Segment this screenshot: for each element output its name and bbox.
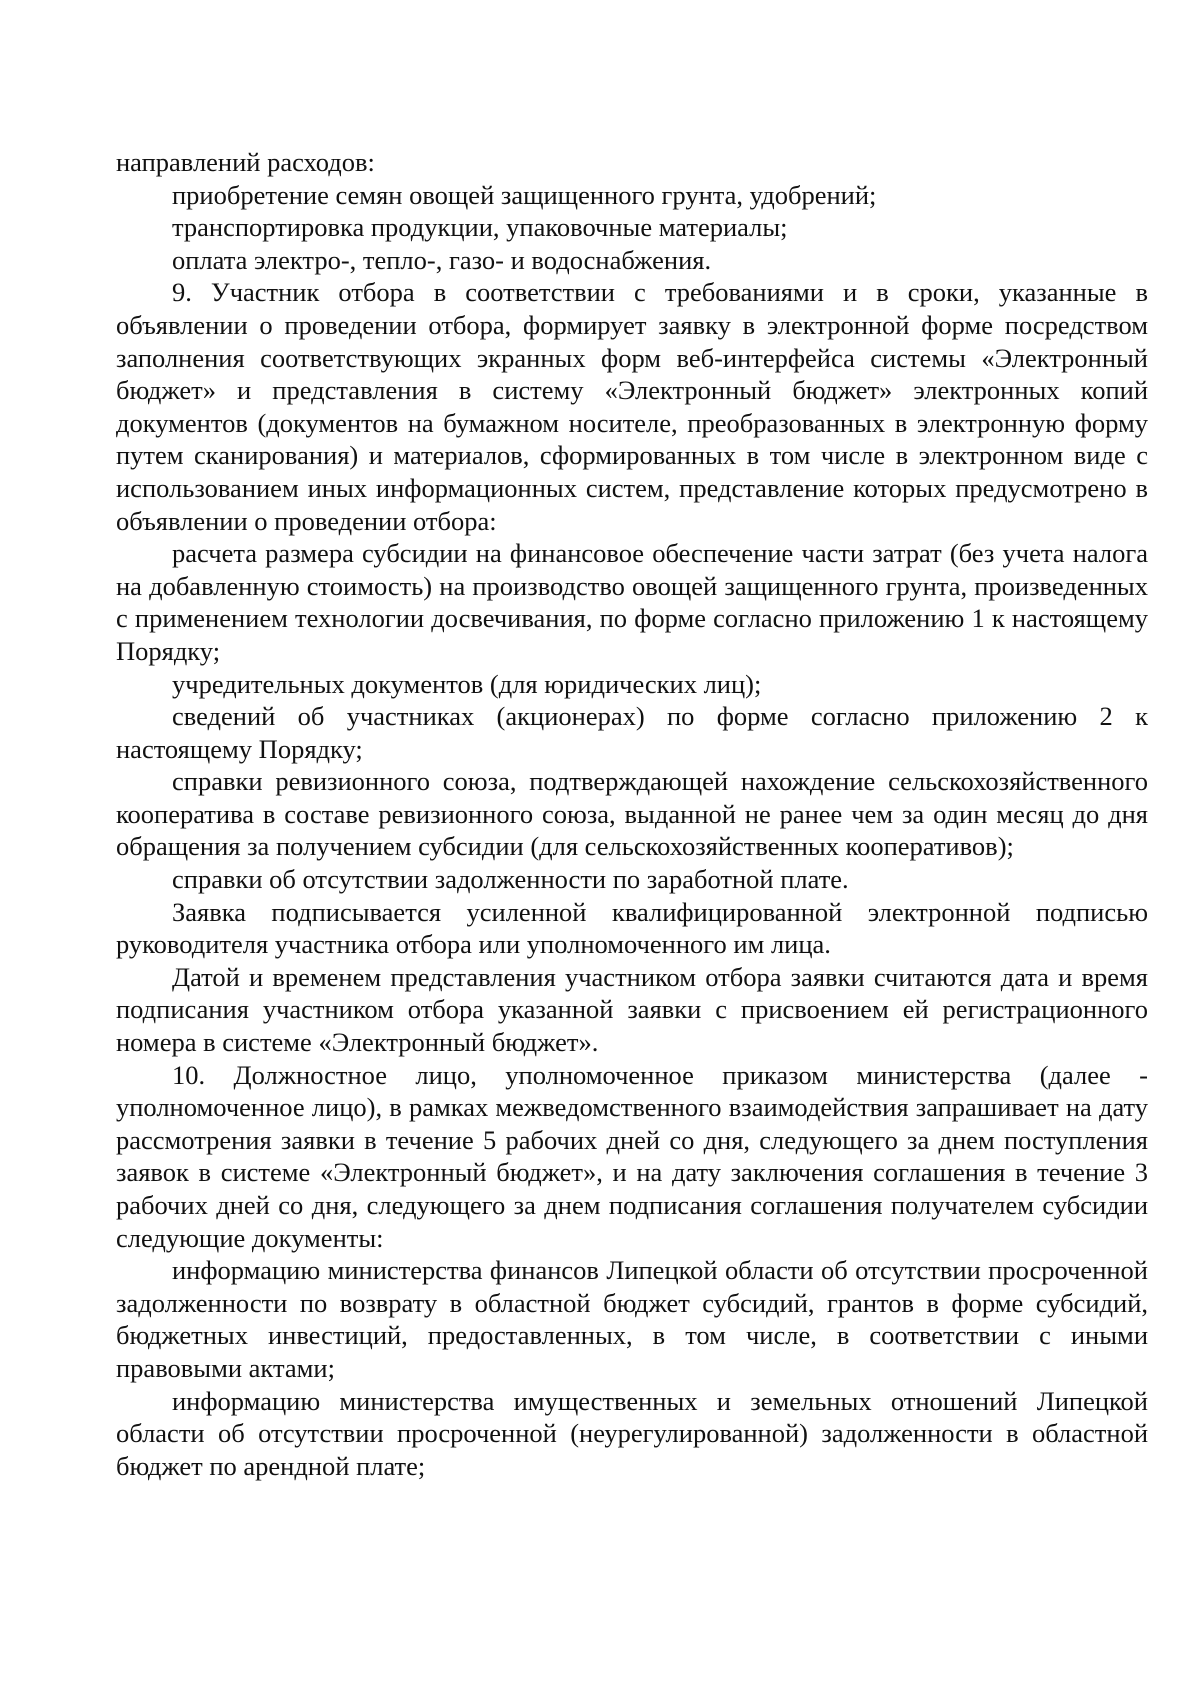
list-item-founding-documents: учредительных документов (для юридических лиц); (172, 668, 762, 699)
list-item-audit-union-certificate: справки ревизионного союза, подтверждающей нахождение сельскохозяйственного кооператива в составе ревизионного союза, выданной не ранее чем за один месяц до дня обращения за получением субсидии (для сельскохозяйственных кооперативов); (116, 766, 1148, 862)
paragraph-expense-directions: направлений расходов: (116, 147, 375, 177)
paragraph-submission-date: Датой и временем представления участником отбора заявки считаются дата и время подписания участником отбора указанной заявки с присвоением ей регистрационного номера в системе «Электронный бюджет». (116, 961, 1148, 1058)
list-item-utilities: оплата электро-, тепло-, газо- и водоснабжения. (172, 244, 712, 275)
list-item-salary-debt-certificate: справки об отсутствии задолженности по заработной плате. (172, 864, 849, 895)
list-item-transport: транспортировка продукции, упаковочные материалы; (172, 212, 788, 243)
list-item-property-ministry-info: информацию министерства имущественных и земельных отношений Липецкой области об отсутствии просроченной (неурегулированной) задолженности в областной бюджет по арендной плате; (116, 1385, 1148, 1481)
list-item-shareholders: сведений об участниках (акционерах) по форме согласно приложению 2 к настоящему Порядку; (116, 701, 1148, 764)
list-item-finance-ministry-info: информацию министерства финансов Липецкой области об отсутствии просроченной задолженности по возврату в областной бюджет субсидий, грантов в форме субсидий, бюджетных инвестиций, предоставленных, в том числе, в соответствии с иными правовыми актами; (116, 1255, 1148, 1383)
paragraph-clause-9: 9. Участник отбора в соответствии с требованиями и в сроки, указанные в объявлении о проведении отбора, формирует заявку в электронной форме посредством заполнения соответствующих экранных форм веб-интерфейса системы «Электронный бюджет» и представления в систему «Электронный бюджет» электронных копий документов (документов на бумажном носителе, преобразованных в электронную форму путем сканирования) и материалов, сформированных в том числе в электронном виде с использованием иных информационных систем, представление которых предусмотрено в объявлении о проведении отбора: (116, 277, 1148, 536)
list-item-seeds: приобретение семян овощей защищенного грунта, удобрений; (172, 179, 877, 210)
document-body (116, 146, 1148, 1482)
paragraph-signature: Заявка подписывается усиленной квалифицированной электронной подписью руководителя участника отбора или уполномоченного им лица. (116, 896, 1148, 960)
list-item-subsidy-calculation: расчета размера субсидии на финансовое обеспечение части затрат (без учета налога на добавленную стоимость) на производство овощей защищенного грунта, произведенных с применением технологии досвечивания, по форме согласно приложению 1 к настоящему Порядку; (116, 538, 1148, 666)
paragraph-clause-10: 10. Должностное лицо, уполномоченное приказом министерства (далее - уполномоченное лицо), в рамках межведомственного взаимодействия запрашивает на дату рассмотрения заявки в течение 5 рабочих дней со дня, следующего за днем поступления заявок в системе «Электронный бюджет», и на дату заключения соглашения в течение 3 рабочих дней со дня, следующего за днем подписания соглашения получателем субсидии следующие документы: (116, 1059, 1148, 1253)
